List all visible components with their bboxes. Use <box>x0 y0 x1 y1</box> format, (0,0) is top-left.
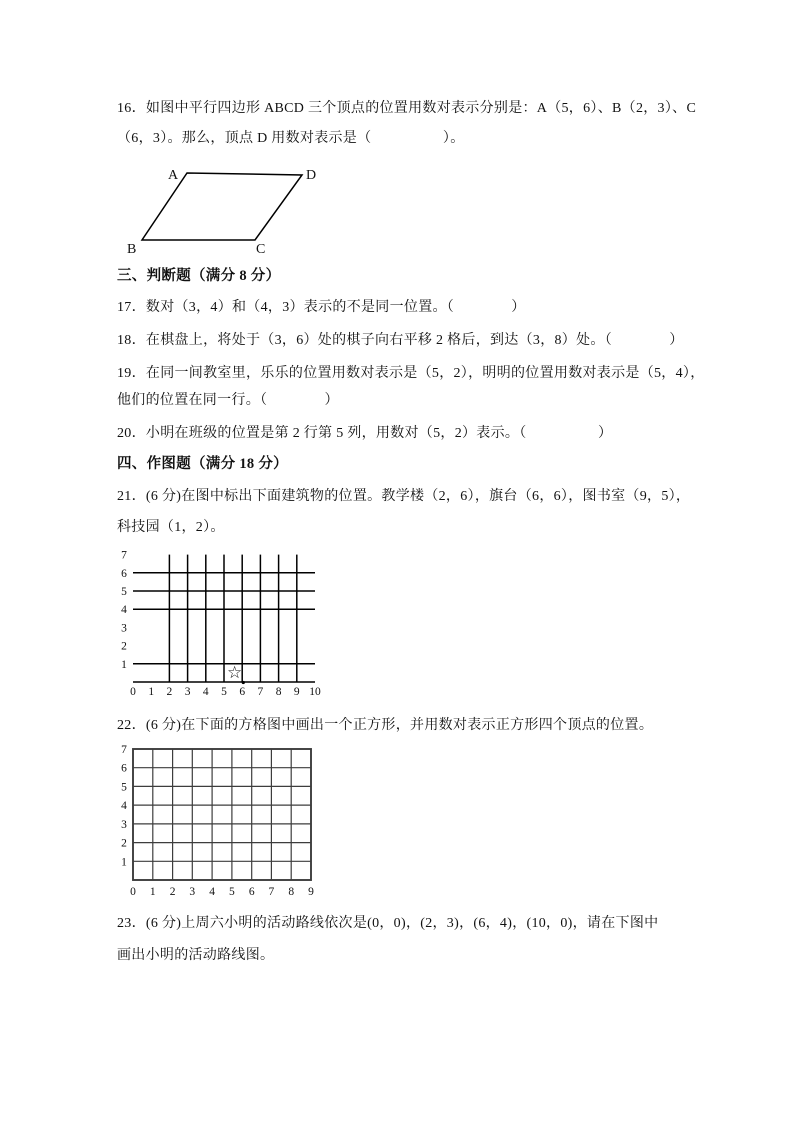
grid21-x-tick: 8 <box>275 686 282 698</box>
vertex-label-c: C <box>256 242 266 257</box>
question-21-line-1: 21．(6 分)在图中标出下面建筑物的位置。教学楼（2，6），旗台（6，6），图书室（9，5）， <box>117 489 691 504</box>
grid22-y-tick: 5 <box>121 781 127 794</box>
grid22-x-tick: 6 <box>248 886 255 898</box>
vertex-label-a: A <box>168 168 179 183</box>
question-23-line-1: 23．(6 分)上周六小明的活动路线依次是(0，0)，(2，3)，(6，4)，(10，0)，请在下图中 <box>117 916 659 931</box>
question-19-line-2: 他们的位置在同一行。（ ） <box>117 393 339 408</box>
grid22-x-tick: 9 <box>308 886 314 898</box>
grid-22-lines <box>133 749 311 880</box>
grid22-x-tick: 8 <box>288 886 295 898</box>
grid22-y-tick: 7 <box>121 745 127 756</box>
grid21-x-tick: 4 <box>202 686 209 698</box>
grid-21-figure <box>115 548 340 700</box>
question-17: 17．数对（3，4）和（4，3）表示的不是同一位置。（ ） <box>117 300 526 315</box>
section-3-heading: 三、判断题（满分 8 分） <box>117 268 281 284</box>
question-18: 18．在棋盘上，将处于（3，6）处的棋子向右平移 2 格后，到达（3，8）处。（ ） <box>117 333 684 348</box>
grid-22-figure <box>115 745 340 903</box>
section-4-heading: 四、作图题（满分 18 分） <box>117 456 288 472</box>
grid22-y-tick: 6 <box>121 762 127 775</box>
question-21-line-2: 科技园（1，2）。 <box>117 520 225 535</box>
parallelogram-figure <box>110 160 380 260</box>
grid21-x-tick: 10 <box>309 686 321 698</box>
grid22-y-tick: 1 <box>121 856 127 869</box>
question-23-line-2: 画出小明的活动路线图。 <box>117 948 275 963</box>
grid21-x-tick: 0 <box>130 686 136 698</box>
star-mark: ☆ <box>227 663 243 682</box>
grid21-x-tick: 3 <box>184 686 191 698</box>
grid22-x-tick: 5 <box>229 886 235 898</box>
grid21-y-tick: 4 <box>121 604 127 617</box>
grid22-y-tick: 2 <box>121 837 127 850</box>
grid21-x-tick: 5 <box>221 686 227 698</box>
grid22-x-tick: 7 <box>268 886 275 898</box>
grid21-x-tick: 1 <box>148 686 155 698</box>
grid21-x-tick: 7 <box>257 686 264 698</box>
grid22-x-tick: 4 <box>209 886 215 898</box>
question-16-line-2: （6，3）。那么，顶点 D 用数对表示是（ ）。 <box>117 131 465 146</box>
grid21-x-tick: 6 <box>239 686 246 698</box>
grid-21-lines <box>133 555 315 682</box>
grid21-x-tick: 9 <box>293 686 300 698</box>
question-16-line-1: 16．如图中平行四边形 ABCD 三个顶点的位置用数对表示分别是：A（5，6）、B（2，3）、C <box>117 101 697 116</box>
vertex-label-b: B <box>127 242 137 257</box>
grid22-y-tick: 3 <box>121 818 127 831</box>
question-20: 20．小明在班级的位置是第 2 行第 5 列，用数对（5，2）表示。（ ） <box>117 426 613 441</box>
grid22-y-tick: 4 <box>121 800 127 813</box>
grid-border <box>133 749 311 880</box>
grid22-x-tick: 3 <box>189 886 196 898</box>
question-19-line-1: 19．在同一间教室里，乐乐的位置用数对表示是（5，2），明明的位置用数对表示是（5，4）， <box>117 366 705 381</box>
grid22-x-tick: 1 <box>149 886 156 898</box>
grid21-y-tick: 7 <box>121 549 127 562</box>
parallelogram-shape <box>142 173 302 240</box>
grid21-y-tick: 3 <box>121 622 127 635</box>
question-22: 22．(6 分)在下面的方格图中画出一个正方形，并用数对表示正方形四个顶点的位置。 <box>117 718 654 733</box>
grid21-x-tick: 2 <box>166 686 173 698</box>
grid21-y-tick: 5 <box>121 586 127 598</box>
grid21-y-tick: 1 <box>121 658 127 671</box>
grid21-y-tick: 2 <box>121 640 127 653</box>
vertex-label-d: D <box>306 168 317 183</box>
grid21-y-tick: 6 <box>121 567 127 580</box>
grid22-x-tick: 0 <box>130 886 136 898</box>
grid22-x-tick: 2 <box>169 886 176 898</box>
axis-dot <box>242 681 245 684</box>
